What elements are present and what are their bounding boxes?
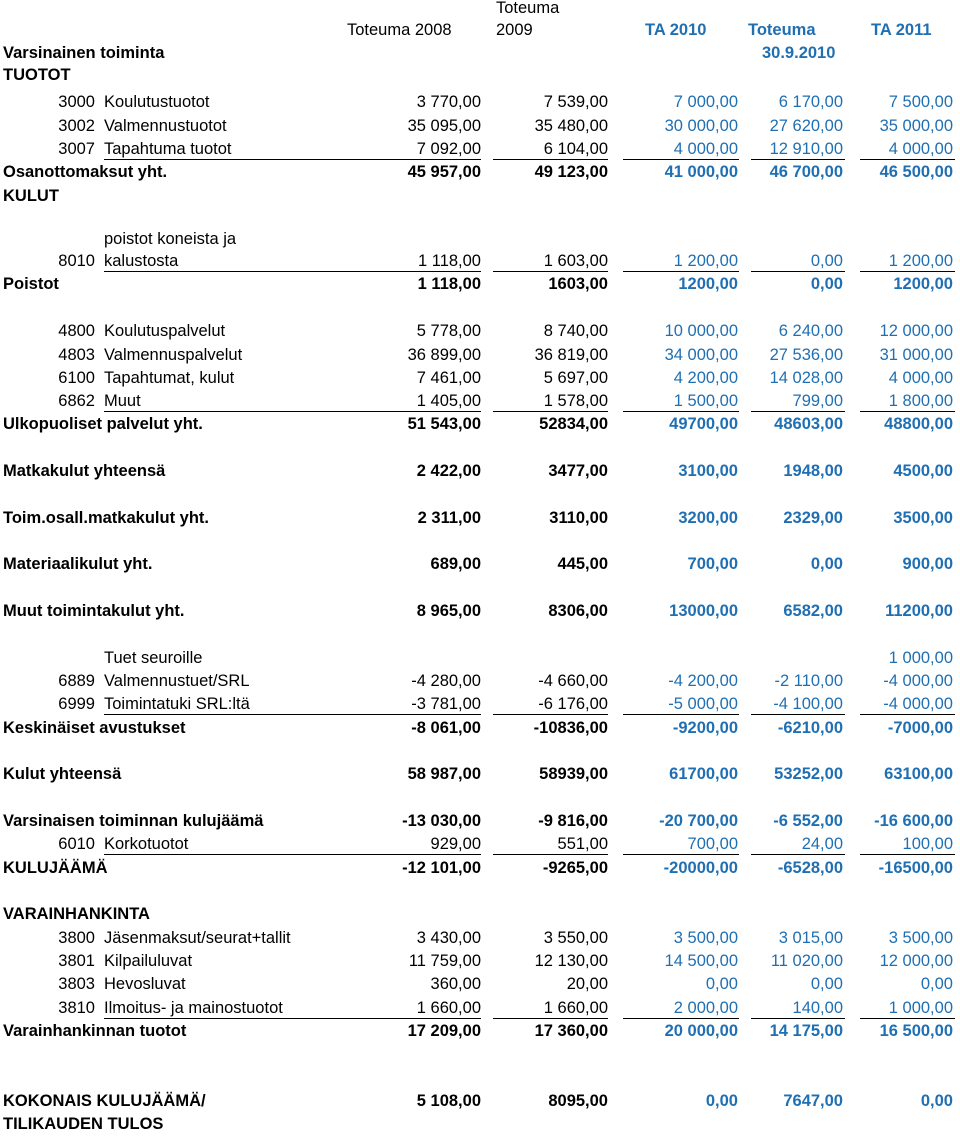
account-code: 8010 — [58, 252, 95, 270]
subtotal-underline — [751, 411, 845, 412]
value-cell-col4: 0,00 — [810, 252, 843, 270]
header-toteuma-2009-line1: Toteuma — [496, 0, 560, 17]
value-cell-col4: 6 240,00 — [778, 322, 843, 340]
value-cell-col3: 61700,00 — [669, 765, 738, 783]
value-cell-col2: 35 480,00 — [534, 117, 608, 135]
value-cell-col5: 100,00 — [902, 835, 953, 853]
value-cell-col5: 31 000,00 — [879, 346, 953, 364]
account-code: 6999 — [58, 695, 95, 713]
account-name: Hevosluvat — [104, 975, 186, 993]
row-label: Matkakulut yhteensä — [3, 462, 166, 480]
row-label: Poistot — [3, 275, 59, 293]
value-cell-col2: 58939,00 — [539, 765, 608, 783]
value-cell-col2: 36 819,00 — [534, 346, 608, 364]
value-cell-col5: -16500,00 — [878, 859, 953, 877]
subtotal-underline — [104, 714, 481, 715]
value-cell-col5: 1 000,00 — [888, 649, 953, 667]
value-cell-col4: 6 170,00 — [778, 93, 843, 111]
table-row — [0, 320, 960, 343]
value-cell-col4: 11 020,00 — [770, 952, 843, 970]
value-cell-col3: 1 200,00 — [673, 252, 738, 270]
value-cell-col5: 0,00 — [920, 975, 953, 993]
value-cell-col2: 3477,00 — [548, 462, 608, 480]
header-toteuma-sept-2010-line1: Toteuma — [748, 21, 816, 39]
subtotal-underline — [623, 714, 739, 715]
value-cell-col4: 3 015,00 — [778, 929, 843, 947]
subtotal-underline — [860, 1018, 955, 1019]
value-cell-col3: 34 000,00 — [664, 346, 738, 364]
value-cell-col3: -9200,00 — [672, 719, 738, 737]
value-cell-col1: 35 095,00 — [407, 117, 481, 135]
value-cell-col4: 0,00 — [810, 555, 843, 573]
value-cell-col1: -12 101,00 — [402, 859, 481, 877]
value-cell-col5: 12 000,00 — [879, 952, 953, 970]
value-cell-col4: 27 620,00 — [769, 117, 843, 135]
value-cell-col2: 8306,00 — [548, 602, 608, 620]
row-label: Osanottomaksut yht. — [3, 163, 168, 181]
account-name: Toimintatuki SRL:ltä — [104, 695, 250, 713]
subtotal-underline — [623, 1018, 739, 1019]
value-cell-col2: 3 550,00 — [543, 929, 608, 947]
value-cell-col5: 4 000,00 — [888, 140, 953, 158]
value-cell-col5: 1 200,00 — [888, 252, 953, 270]
table-row — [0, 138, 960, 161]
account-code: 6100 — [58, 369, 95, 387]
table-row — [0, 161, 960, 184]
account-code: 3000 — [58, 93, 95, 111]
account-code: 4803 — [58, 346, 95, 364]
value-cell-col3: 3200,00 — [678, 509, 738, 527]
account-code: 6889 — [58, 672, 95, 690]
account-name: Valmennustuotot — [104, 117, 227, 135]
value-cell-col5: -4 000,00 — [883, 672, 953, 690]
value-cell-col3: -5 000,00 — [668, 695, 738, 713]
subtotal-underline — [104, 159, 481, 160]
value-cell-col4: 140,00 — [792, 999, 843, 1017]
table-row — [0, 273, 960, 296]
value-cell-col4: -4 100,00 — [773, 695, 843, 713]
value-cell-col1: 929,00 — [430, 835, 481, 853]
header-ta-2010: TA 2010 — [645, 21, 707, 39]
value-cell-col1: 360,00 — [430, 975, 481, 993]
value-cell-col1: 8 965,00 — [416, 602, 481, 620]
value-cell-col2: -9 816,00 — [538, 812, 608, 830]
value-cell-col2: 6 104,00 — [543, 140, 608, 158]
value-cell-col1: 2 422,00 — [416, 462, 481, 480]
subtotal-underline — [623, 411, 739, 412]
value-cell-col2: 49 123,00 — [534, 163, 608, 181]
value-cell-col5: 1 800,00 — [888, 392, 953, 410]
value-cell-col5: -16 600,00 — [874, 812, 953, 830]
value-cell-col4: 12 910,00 — [769, 140, 843, 158]
account-name: Valmennustuet/SRL — [104, 672, 250, 690]
value-cell-col2: 3110,00 — [549, 509, 608, 527]
account-name: Korkotuotot — [104, 835, 189, 853]
value-cell-col1: 7 461,00 — [416, 369, 481, 387]
value-cell-col5: 1200,00 — [893, 275, 953, 293]
value-cell-col2: 8 740,00 — [543, 322, 608, 340]
account-code: 3007 — [58, 140, 95, 158]
value-cell-col4: -6528,00 — [777, 859, 843, 877]
table-row — [0, 344, 960, 367]
account-name: Valmennuspalvelut — [104, 346, 243, 364]
value-cell-col1: 3 770,00 — [416, 93, 481, 111]
value-cell-col2: 52834,00 — [539, 415, 608, 433]
account-name: Tuet seuroille — [104, 649, 203, 667]
table-row — [0, 115, 960, 138]
table-row — [0, 1020, 960, 1043]
row-label: Muut toimintakulut yht. — [3, 602, 185, 620]
value-cell-col1: 1 118,00 — [417, 275, 481, 293]
header-toteuma-sept-2010-line2: 30.9.2010 — [762, 44, 836, 62]
table-row — [0, 927, 960, 950]
row-label: KULUJÄÄMÄ — [3, 859, 108, 877]
table-row — [0, 553, 960, 576]
value-cell-col3: 7 000,00 — [673, 93, 738, 111]
table-row — [0, 647, 960, 670]
value-cell-col3: 10 000,00 — [664, 322, 738, 340]
value-cell-col4: 48603,00 — [774, 415, 843, 433]
value-cell-col4: 1948,00 — [783, 462, 843, 480]
value-cell-col3: 13000,00 — [669, 602, 738, 620]
account-code: 6010 — [58, 835, 95, 853]
subtotal-underline — [751, 271, 845, 272]
value-cell-col5: 35 000,00 — [879, 117, 953, 135]
table-row — [0, 717, 960, 740]
value-cell-col5: 3500,00 — [893, 509, 953, 527]
value-cell-col3: -20 700,00 — [659, 812, 738, 830]
value-cell-col2: 20,00 — [566, 975, 608, 993]
value-cell-col2: 5 697,00 — [543, 369, 608, 387]
account-code: 3800 — [58, 929, 95, 947]
subtotal-underline — [493, 159, 608, 160]
table-row — [0, 600, 960, 623]
value-cell-col3: -20000,00 — [663, 859, 738, 877]
value-cell-col5: 46 500,00 — [879, 163, 953, 181]
value-cell-col3: -4 200,00 — [668, 672, 738, 690]
table-row — [0, 763, 960, 786]
value-cell-col3: 20 000,00 — [664, 1022, 738, 1040]
value-cell-col3: 700,00 — [687, 835, 738, 853]
subtotal-underline — [751, 159, 845, 160]
value-cell-col3: 14 500,00 — [664, 952, 738, 970]
value-cell-col2: 1 660,00 — [543, 999, 608, 1017]
value-cell-col3: 30 000,00 — [664, 117, 738, 135]
value-cell-col5: 4 000,00 — [888, 369, 953, 387]
account-code: 4800 — [58, 322, 95, 340]
value-cell-col4: 0,00 — [810, 975, 843, 993]
value-cell-col5: 48800,00 — [884, 415, 953, 433]
value-cell-col5: -7000,00 — [887, 719, 953, 737]
value-cell-col4: -6 552,00 — [773, 812, 843, 830]
table-row — [0, 1113, 960, 1136]
value-cell-col2: 551,00 — [557, 835, 608, 853]
value-cell-col4: -6210,00 — [777, 719, 843, 737]
value-cell-col3: 49700,00 — [669, 415, 738, 433]
table-row — [0, 810, 960, 833]
subtotal-underline — [493, 271, 608, 272]
value-cell-col2: 8095,00 — [548, 1092, 608, 1110]
value-cell-col1: -13 030,00 — [402, 812, 481, 830]
subtotal-underline — [623, 159, 739, 160]
table-row — [0, 228, 960, 251]
account-name: poistot koneista ja — [104, 230, 237, 248]
table-row — [0, 460, 960, 483]
header-toteuma-2009-line2: 2009 — [496, 21, 533, 39]
value-cell-col3: 41 000,00 — [664, 163, 738, 181]
value-cell-col3: 1200,00 — [678, 275, 738, 293]
account-name: Ilmoitus- ja mainostuotot — [104, 999, 283, 1017]
value-cell-col3: 1 500,00 — [673, 392, 738, 410]
value-cell-col4: 0,00 — [810, 275, 843, 293]
value-cell-col3: 4 000,00 — [673, 140, 738, 158]
row-label: KULUT — [3, 187, 59, 205]
row-label: Keskinäiset avustukset — [3, 719, 186, 737]
value-cell-col1: 2 311,00 — [417, 509, 481, 527]
value-cell-col5: 1 000,00 — [888, 999, 953, 1017]
value-cell-col4: 14 175,00 — [769, 1022, 843, 1040]
value-cell-col2: 1603,00 — [548, 275, 608, 293]
value-cell-col2: 17 360,00 — [534, 1022, 608, 1040]
account-name: kalustosta — [104, 252, 179, 270]
value-cell-col1: 36 899,00 — [407, 346, 481, 364]
value-cell-col2: 1 578,00 — [543, 392, 608, 410]
account-code: 6862 — [58, 392, 95, 410]
value-cell-col4: 2329,00 — [783, 509, 843, 527]
table-row — [0, 950, 960, 973]
value-cell-col2: -4 660,00 — [538, 672, 608, 690]
value-cell-col5: 4500,00 — [893, 462, 953, 480]
row-label: Materiaalikulut yht. — [3, 555, 153, 573]
table-row — [0, 390, 960, 413]
value-cell-col3: 700,00 — [687, 555, 738, 573]
subtotal-underline — [751, 1018, 845, 1019]
account-name: Tapahtuma tuotot — [104, 140, 232, 158]
table-row — [0, 903, 960, 926]
value-cell-col5: 900,00 — [902, 555, 953, 573]
value-cell-col1: 45 957,00 — [407, 163, 481, 181]
subtotal-underline — [860, 714, 955, 715]
table-row — [0, 413, 960, 436]
value-cell-col1: -4 280,00 — [411, 672, 481, 690]
value-cell-col5: 11200,00 — [885, 602, 953, 620]
value-cell-col2: -9265,00 — [542, 859, 608, 877]
value-cell-col1: 11 759,00 — [408, 952, 481, 970]
value-cell-col2: 1 603,00 — [543, 252, 608, 270]
value-cell-col5: 63100,00 — [884, 765, 953, 783]
row-label: Varsinaisen toiminnan kulujäämä — [3, 812, 264, 830]
value-cell-col3: 3100,00 — [678, 462, 738, 480]
account-name: Muut — [104, 392, 141, 410]
value-cell-col1: 3 430,00 — [416, 929, 481, 947]
account-name: Koulutustuotot — [104, 93, 210, 111]
row-label: KOKONAIS KULUJÄÄMÄ/ — [3, 1092, 206, 1110]
value-cell-col3: 3 500,00 — [673, 929, 738, 947]
subtotal-underline — [104, 271, 481, 272]
value-cell-col5: 7 500,00 — [888, 93, 953, 111]
table-row — [0, 367, 960, 390]
account-code: 3801 — [58, 952, 95, 970]
subtotal-underline — [493, 1018, 608, 1019]
subtotal-underline — [860, 854, 955, 855]
account-name: Kilpailuluvat — [104, 952, 193, 970]
value-cell-col1: 51 543,00 — [407, 415, 481, 433]
table-row — [0, 91, 960, 114]
value-cell-col1: 58 987,00 — [407, 765, 481, 783]
value-cell-col2: -10836,00 — [533, 719, 608, 737]
value-cell-col5: -4 000,00 — [883, 695, 953, 713]
table-row — [0, 857, 960, 880]
header-toteuma-2008: Toteuma 2008 — [347, 21, 452, 39]
table-row — [0, 64, 960, 87]
subtotal-underline — [493, 714, 608, 715]
value-cell-col3: 4 200,00 — [673, 369, 738, 387]
table-row — [0, 670, 960, 693]
value-cell-col4: 27 536,00 — [769, 346, 843, 364]
value-cell-col2: 7 539,00 — [543, 93, 608, 111]
table-row — [0, 997, 960, 1020]
value-cell-col1: 17 209,00 — [407, 1022, 481, 1040]
row-label: TILIKAUDEN TULOS — [3, 1115, 164, 1133]
table-row — [0, 250, 960, 273]
value-cell-col1: 1 405,00 — [416, 392, 481, 410]
value-cell-col5: 3 500,00 — [888, 929, 953, 947]
value-cell-col1: 1 660,00 — [416, 999, 481, 1017]
value-cell-col3: 2 000,00 — [673, 999, 738, 1017]
subtotal-underline — [860, 271, 955, 272]
account-name: Koulutuspalvelut — [104, 322, 226, 340]
row-label: Toim.osall.matkakulut yht. — [3, 509, 209, 527]
value-cell-col4: 53252,00 — [774, 765, 843, 783]
value-cell-col3: 0,00 — [705, 975, 738, 993]
row-label: Ulkopuoliset palvelut yht. — [3, 415, 203, 433]
account-code: 3002 — [58, 117, 95, 135]
value-cell-col5: 16 500,00 — [879, 1022, 953, 1040]
table-row — [0, 1090, 960, 1113]
subtotal-underline — [493, 411, 608, 412]
subtotal-underline — [751, 714, 845, 715]
subtotal-underline — [104, 411, 481, 412]
table-row — [0, 833, 960, 856]
value-cell-col4: 14 028,00 — [769, 369, 843, 387]
table-row — [0, 693, 960, 716]
row-label: TUOTOT — [3, 66, 71, 84]
table-row — [0, 185, 960, 208]
value-cell-col4: 7647,00 — [783, 1092, 843, 1110]
value-cell-col4: -2 110,00 — [774, 672, 843, 690]
account-code: 3810 — [58, 999, 95, 1017]
subtotal-underline — [623, 854, 739, 855]
value-cell-col2: 12 130,00 — [534, 952, 608, 970]
section-title: Varsinainen toiminta — [3, 44, 165, 62]
value-cell-col4: 799,00 — [792, 392, 843, 410]
value-cell-col1: 689,00 — [430, 555, 481, 573]
value-cell-col2: -6 176,00 — [538, 695, 608, 713]
subtotal-underline — [104, 1018, 481, 1019]
row-label: Varainhankinnan tuotot — [3, 1022, 187, 1040]
account-code: 3803 — [58, 975, 95, 993]
value-cell-col4: 6582,00 — [783, 602, 843, 620]
subtotal-underline — [493, 854, 608, 855]
subtotal-underline — [623, 271, 739, 272]
account-name: Tapahtumat, kulut — [104, 369, 235, 387]
value-cell-col5: 0,00 — [920, 1092, 953, 1110]
value-cell-col2: 445,00 — [557, 555, 608, 573]
account-name: Jäsenmaksut/seurat+tallit — [104, 929, 291, 947]
subtotal-underline — [860, 159, 955, 160]
value-cell-col1: 5 778,00 — [416, 322, 481, 340]
value-cell-col1: 7 092,00 — [416, 140, 481, 158]
row-label: Kulut yhteensä — [3, 765, 122, 783]
value-cell-col1: 1 118,00 — [417, 252, 481, 270]
subtotal-underline — [751, 854, 845, 855]
subtotal-underline — [860, 411, 955, 412]
value-cell-col1: -3 781,00 — [411, 695, 481, 713]
table-row — [0, 507, 960, 530]
table-row — [0, 973, 960, 996]
subtotal-underline — [104, 854, 481, 855]
row-label: VARAINHANKINTA — [3, 905, 150, 923]
value-cell-col4: 24,00 — [801, 835, 843, 853]
value-cell-col3: 0,00 — [705, 1092, 738, 1110]
value-cell-col1: 5 108,00 — [416, 1092, 481, 1110]
value-cell-col1: -8 061,00 — [411, 719, 481, 737]
value-cell-col5: 12 000,00 — [879, 322, 953, 340]
value-cell-col4: 46 700,00 — [769, 163, 843, 181]
header-ta-2011: TA 2011 — [871, 21, 932, 39]
